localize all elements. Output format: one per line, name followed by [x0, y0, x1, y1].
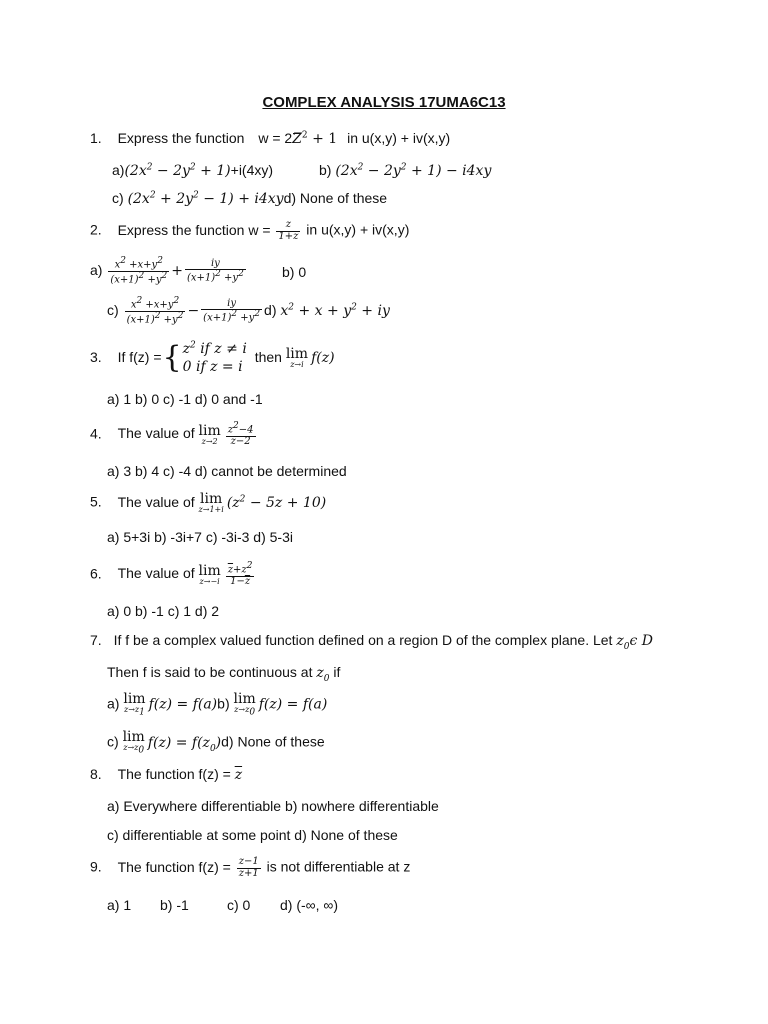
question-text: If f(z) = — [117, 348, 162, 365]
question-text: Express the function — [117, 130, 245, 146]
q5-options: a) 5+3i b) -3i+7 c) -3i-3 d) 5-3i — [107, 529, 293, 545]
math-limit: lim $z\to z_0$ — [122, 729, 145, 756]
q2-option-a — [90, 257, 248, 286]
option-label: a) — [112, 162, 125, 178]
q7-line-2 — [107, 665, 340, 685]
q3-options: a) 1 b) 0 c) -1 d) 0 and -1 — [107, 391, 263, 407]
math-expression: $f(z) = f(z_0)$ — [147, 734, 222, 754]
math-limit: lim z→2 — [198, 422, 221, 446]
question-2 — [90, 220, 409, 242]
math-expression: f(z) = f(a) — [258, 696, 328, 713]
option-label: d) None of these — [283, 190, 388, 206]
question-6 — [90, 562, 256, 587]
q7-option-ab — [107, 692, 327, 718]
question-7 — [90, 633, 653, 653]
question-number: 9. — [90, 858, 102, 875]
question-4 — [90, 422, 258, 447]
math-fraction: $\frac{x^2 +x+y^2}{(x+1)^2 +y^2}$ — [126, 296, 184, 326]
question-text: The function f(z) = — [117, 858, 231, 875]
question-text: The value of — [117, 425, 195, 442]
math-expression: $z_0$ — [316, 665, 330, 684]
option-label: a) — [90, 262, 103, 279]
question-text: Express the function w = — [117, 221, 271, 238]
option-label: a) — [107, 695, 120, 712]
option-label: d) None of these — [221, 733, 325, 750]
math-expression: $x^2 + x + y^2$ + iy — [280, 302, 390, 320]
brace: { — [162, 340, 182, 376]
question-tail: in u(x,y) + iv(x,y) — [306, 221, 410, 238]
option-label: c) — [107, 733, 119, 750]
math-zbar: $\overline{z}$ — [234, 767, 243, 783]
q8-options-ab: a) Everywhere differentiable b) nowhere differentiable — [107, 798, 439, 814]
math-fraction: $\frac{iy}{(x+1)^2 +y^2}$ — [186, 257, 244, 284]
math-fraction: $\frac{z}{1+z}$ — [278, 219, 299, 242]
question-number: 4. — [90, 425, 102, 442]
question-number: 5. — [90, 493, 102, 510]
option-tail: +i(4xy) — [230, 162, 274, 178]
math-limit: lim $z\to z_0$ — [233, 691, 256, 718]
math-expression: $z_0\epsilon$ D — [616, 633, 653, 652]
math-term: $^2$ + 1 — [301, 130, 338, 147]
math-limit: lim z→i — [285, 346, 309, 370]
q4-options: a) 3 b) 4 c) -4 d) cannot be determined — [107, 463, 347, 479]
q9-option-c: c) 0 — [227, 897, 251, 913]
question-number: 7. — [90, 632, 102, 648]
q6-options: a) 0 b) -1 c) 1 d) 2 — [107, 603, 220, 619]
question-text: If f be a complex valued function defined on a region D of the complex plane. Let — [113, 632, 613, 648]
question-number: 1. — [90, 130, 102, 146]
q1-option-a — [112, 163, 273, 179]
question-number: 6. — [90, 565, 102, 582]
question-1 — [90, 131, 450, 147]
math-expression: $(2x^2 - 2y^2 + 1)$ — [124, 162, 231, 179]
q7-option-cd — [107, 730, 325, 756]
q9-option-a: a) 1 — [107, 897, 132, 913]
q9-option-b: b) -1 — [160, 897, 189, 913]
math-limit: lim $z\to z_1$ — [123, 691, 146, 718]
question-tail: in u(x,y) + iv(x,y) — [347, 130, 451, 146]
option-label: b) — [217, 695, 230, 712]
question-3 — [90, 340, 335, 376]
option-label: c) — [112, 190, 124, 206]
question-tail: is not differentiable at z — [266, 858, 411, 875]
math-fraction: $\frac{x^2 +x+y^2}{(x+1)^2 +y^2}$ — [110, 256, 168, 286]
option-label: c) — [107, 302, 119, 319]
question-text: The value of — [117, 565, 195, 582]
question-text: Then f is said to be continuous at — [107, 664, 313, 680]
math-limit: lim z→1+i — [198, 491, 224, 514]
question-number: 2. — [90, 221, 102, 238]
math-expression: f(z) = f(a) — [148, 696, 218, 713]
math-expression: $(2x^2 + 2y^2 - 1) + i4xy$ — [127, 190, 284, 207]
math-operator: − — [187, 303, 200, 320]
math-fraction: $\frac{z^2-4}{z-2}$ — [227, 421, 254, 447]
page-title: COMPLEX ANALYSIS 17UMA6C13 — [262, 94, 506, 111]
q9-option-d: d) (-∞, ∞) — [280, 897, 339, 913]
question-number: 8. — [90, 766, 102, 782]
math-limit: lim z→−i — [198, 562, 221, 586]
math-expression: $(2x^2 - 2y^2 + 1) - i4xy$ — [335, 162, 492, 179]
question-5 — [90, 492, 326, 514]
question-text: The function f(z) = — [117, 766, 231, 782]
math-fraction: $\frac{\overline{z}+z^2}{1-\overline{z}}$ — [227, 561, 253, 587]
question-number: 3. — [90, 348, 102, 365]
question-text: The value of — [117, 493, 195, 510]
math-cases: $z^2$ if z ≠ i 0 if z = i — [182, 340, 247, 376]
math-expression: $(z^2 - 5z + 10)$ — [226, 494, 327, 511]
q8-options-cd: c) differentiable at some point d) None of these — [107, 827, 398, 843]
question-9 — [90, 857, 410, 879]
question-text-then: then — [254, 348, 282, 365]
math-zbar: Z — [292, 131, 302, 147]
q2-option-cd — [107, 297, 390, 326]
math-operator: + — [171, 263, 183, 280]
question-tail: if — [333, 664, 341, 680]
question-8 — [90, 767, 242, 783]
q2-option-b: b) 0 — [282, 264, 307, 280]
math-w: w = 2 — [258, 130, 293, 146]
math-fraction: $\frac{z-1}{z+1}$ — [238, 856, 259, 879]
q1-option-cd — [112, 191, 387, 207]
math-expression: f(z) — [311, 349, 335, 366]
option-label: d) — [264, 302, 277, 319]
option-label: b) — [319, 162, 332, 178]
q1-option-b — [319, 163, 491, 179]
math-fraction: $\frac{iy}{(x+1)^2 +y^2}$ — [203, 297, 261, 324]
